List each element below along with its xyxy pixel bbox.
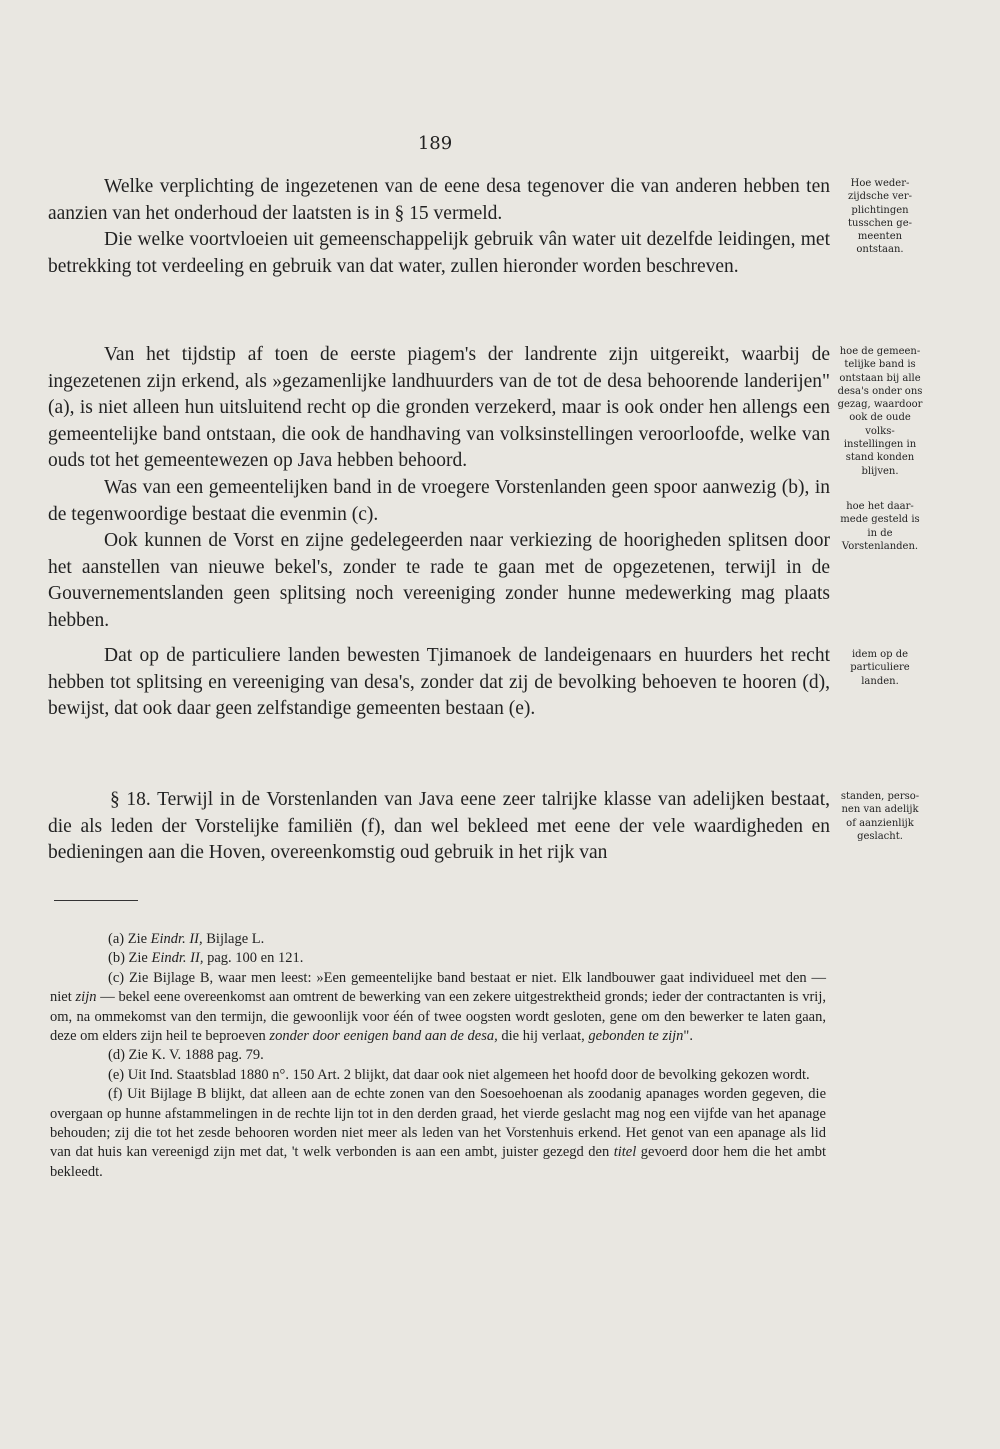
paragraph: Van het tijdstip af toen de eerste piagem's der landrente zijn uitgereikt, waarbij de ingezetenen zijn erkend, als »gezamenlijke landhuurders van de tot de desa behoorende landerijen" (a), is niet alleen hun uitsluitend recht op die gronden verzekerd, maar is ook onder hen allengs een gemeentelijke band ontstaan, die ook de handhaving van volksinstellingen veroorloofde, welke van ouds tot het gemeentewezen op Java hebben behoord.	[48, 344, 830, 472]
footnote-d	[50, 1046, 826, 1065]
section-block-3	[48, 643, 830, 723]
footnote-italic: titel	[613, 1144, 637, 1161]
footnotes	[50, 930, 826, 1182]
paragraph: Dat op de particuliere landen bewesten Tjimanoek de landeigenaars en huurders het recht hebben tot splitsing en vereeniging van desa's, zonder dat zij de bevolking behoeven te hooren (d), bewijst, dat ook daar geen zelfstandige gemeenten bestaan (e).	[48, 645, 830, 720]
paragraph: Die welke voortvloeien uit gemeenschappelijk gebruik vân water uit dezelfde leidingen, met betrekking tot verdeeling en gebruik van dat water, zullen hieronder worden beschreven.	[48, 229, 830, 277]
paragraph: Was van een gemeentelijken band in de vroegere Vorstenlanden geen spoor aanwezig (b), in de tegenwoordige bestaat die evenmin (c).	[48, 476, 830, 525]
footnote-text: die hij verlaat,	[497, 1028, 589, 1045]
footnote-text: Uit Bijlage B blijkt, dat alleen aan de echte zonen van den Soesoehoenan als zoodanig apanages worden gegeven, die overgaan op hunne afstammelingen in de rechte lijn tot in den derden graad, het vierde geslacht mag nog een vijfde van het apanage behouden; zij die tot het zesde behooren worden niet meer als leden van het Vorstenhuis erkend. Het genot van een apanage als lid van dat huis kan vereenigd zijn met dat, 't welk verbonden is aan een ambt, juister gezegd den	[50, 1086, 826, 1161]
margin-note: standen, perso-nen van adelijk of aanzienlijk geslacht.	[840, 791, 920, 842]
margin-note: Hoe weder-zijdsche ver-plichtingen tusschen ge-meenten ontstaan.	[848, 178, 912, 256]
margin-note-block-4	[836, 790, 924, 843]
footnote-label: (e)	[108, 1066, 125, 1083]
paragraph: Welke verplichting de ingezetenen van de eene desa tegenover die van anderen hebben ten aanzien van het onderhoud der laatsten is in § 15 vermeld.	[48, 176, 830, 224]
footnote-text: — bekel eene overeenkomst aan omtrent de bewerking van een zekere uitgestrektheid gronds; ieder der contractanten is vrij, om, na ommekomst van den termijn, die gewoonlijk voor één of twee oogsten wordt gesloten, gene om den bewerker te laten gaan, deze om elders zijn heil te beproeven	[50, 989, 826, 1045]
margin-note-block-2	[836, 345, 924, 478]
footnote-e	[50, 1066, 826, 1085]
footnote-italic: zijn	[75, 989, 97, 1006]
section-block-2	[48, 342, 830, 635]
footnote-italic: zonder door eenigen band aan de desa,	[269, 1028, 498, 1045]
footnote-label: (d)	[108, 1047, 125, 1064]
footnote-label: (b)	[108, 950, 125, 967]
footnote-a	[50, 930, 826, 949]
footnote-label: (a)	[108, 931, 125, 947]
section-block-1	[48, 174, 830, 280]
footnote-text: ".	[683, 1028, 693, 1045]
margin-note: hoe het daar-mede gesteld is in de Vorstenlanden.	[840, 501, 920, 552]
footnote-divider	[54, 900, 138, 901]
footnote-label: (c)	[108, 969, 125, 986]
footnote-text: gevoerd door hem die het ambt bekleedt.	[50, 1144, 827, 1180]
footnote-text: Uit Ind. Staatsblad 1880 n°. 150 Art. 2 blijkt, dat daar ook niet algemeen het hoofd door de bevolking gekozen wordt.	[127, 1066, 810, 1083]
margin-note-block-1	[836, 177, 924, 257]
margin-note-block-3	[836, 648, 924, 688]
margin-note: hoe de gemeen-telijke band is ontstaan bij alle desa's onder ons gezag, waardoor ook de oude volks-instellingen in stand konden blijven.	[837, 346, 923, 477]
footnote-text: pag. 100 en 121.	[203, 950, 304, 967]
footnote-text: Zie	[128, 950, 152, 967]
footnote-f	[50, 1085, 826, 1182]
paragraph: Ook kunnen de Vorst en zijne gedelegeerden naar verkiezing de hoorigheden splitsen door het aanstellen van nieuwe bekel's, zonder te rade te gaan met de opgezetenen, terwijl in de Gouvernementslanden geen splitsing noch vereeniging zonder hunne medewerking mag plaats hebben.	[48, 530, 830, 631]
footnote-text: Zie Bijlage B, waar men leest: »Een gemeentelijke band bestaat er niet. Elk landbouwer gaat individueel met den — niet	[50, 969, 826, 1006]
footnote-text: Bijlage L.	[202, 931, 265, 947]
footnote-text: Zie	[127, 931, 151, 947]
footnote-b	[50, 949, 826, 968]
margin-note-block-2b	[836, 500, 924, 553]
footnote-italic: Eindr. II,	[151, 950, 204, 967]
footnote-italic: gebonden te zijn	[588, 1028, 684, 1045]
footnote-c	[50, 969, 826, 1047]
footnote-text: Zie K. V. 1888 pag. 79.	[128, 1047, 264, 1064]
footnote-label: (f)	[108, 1086, 123, 1103]
margin-note: idem op de particuliere landen.	[850, 649, 910, 687]
paragraph: § 18. Terwijl in de Vorstenlanden van Java eene zeer talrijke klasse van adelijken bestaat, die als leden der Vorstelijke familiën (f), dan wel bekleed met eene der vele waardigheden en bedieningen aan die Hoven, overeenkomstig oud gebruik in het rijk van	[48, 789, 830, 864]
section-block-4	[48, 787, 830, 867]
page-number: 189	[417, 133, 453, 154]
footnote-italic: Eindr. II,	[150, 931, 203, 947]
